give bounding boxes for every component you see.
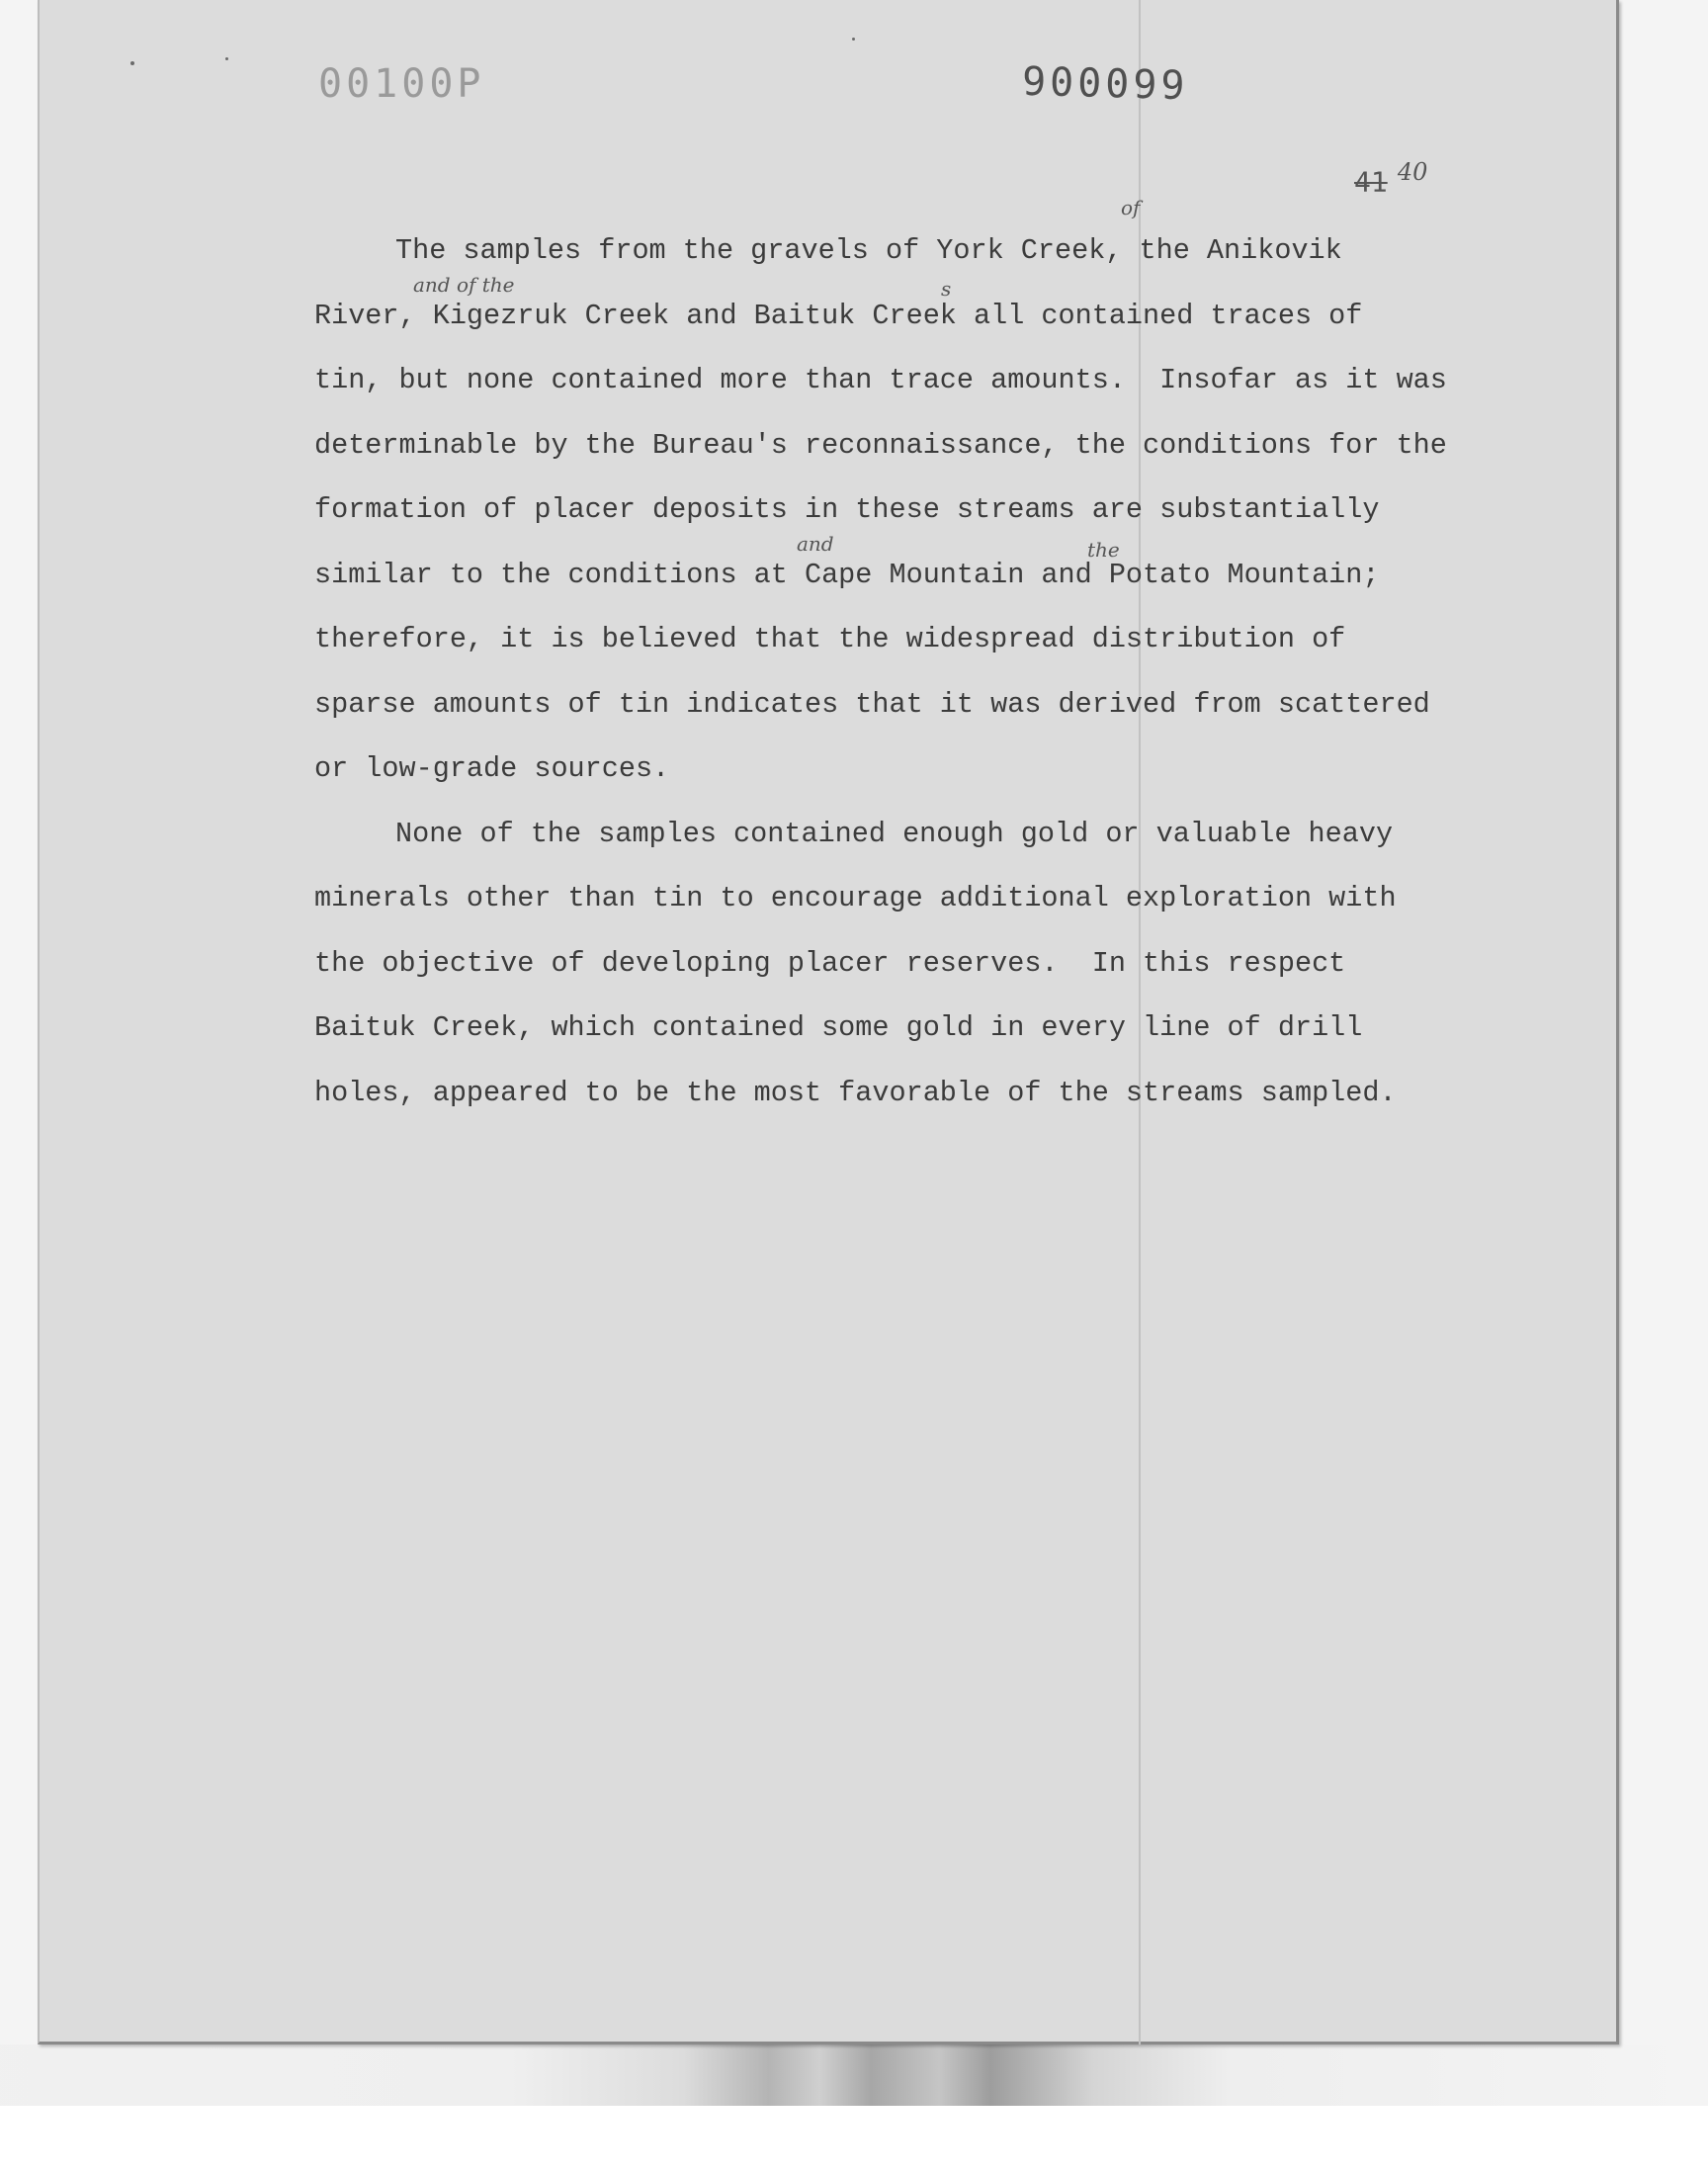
paragraph-1-line-4: determinable by the Bureau's reconnaissance, the conditions for the	[314, 428, 1447, 462]
scanner-margin	[0, 2106, 1708, 2175]
paragraph-1-line-7: therefore, it is believed that the widespread distribution of	[314, 623, 1346, 655]
paragraph-1-line-1: The samples from the gravels of York Creek, the Anikovik	[395, 234, 1342, 267]
paragraph-1-line-3: tin, but none contained more than trace amounts. Insofar as it was	[314, 364, 1447, 396]
paragraph-2-line-2: minerals other than tin to encourage additional exploration with	[314, 882, 1397, 914]
paragraph-1-line-5: formation of placer deposits in these streams are substantially	[314, 493, 1380, 526]
paragraph-2-line-1: None of the samples contained enough gold or valuable heavy	[395, 817, 1394, 850]
annotation-and-of-the: and of the	[413, 273, 515, 297]
paragraph-2-line-5: holes, appeared to be the most favorable of the streams sampled.	[314, 1076, 1397, 1109]
page-number-handwritten: 40	[1397, 158, 1428, 186]
paragraph-1-line-9: or low-grade sources.	[314, 752, 670, 785]
paragraph-1-line-6: similar to the conditions at Cape Mountain and Potato Mountain;	[314, 558, 1380, 591]
paragraph-2-line-3: the objective of developing placer reserves. In this respect	[314, 946, 1346, 980]
stamp-number-left: 00100P	[318, 61, 485, 107]
annotation-s: s	[941, 277, 952, 301]
paragraph-1-line-2: River, Kigezruk Creek and Baituk Creek all contained traces of	[314, 299, 1363, 332]
page-number	[1354, 158, 1427, 200]
speck	[130, 61, 134, 65]
stamp-number-right: 900099	[1021, 58, 1190, 110]
scanner-shadow-band	[0, 2044, 1708, 2106]
speck	[225, 57, 228, 60]
body-text	[314, 227, 1481, 1134]
paragraph-1-line-8: sparse amounts of tin indicates that it was derived from scattered	[314, 687, 1430, 721]
paragraph-2-line-4: Baituk Creek, which contained some gold in every line of drill	[314, 1011, 1363, 1044]
annotation-of: of	[1121, 196, 1141, 219]
annotation-and: and	[797, 532, 834, 556]
speck	[852, 38, 855, 41]
annotation-the: the	[1087, 538, 1120, 562]
page-number-struck: 41	[1354, 165, 1388, 199]
